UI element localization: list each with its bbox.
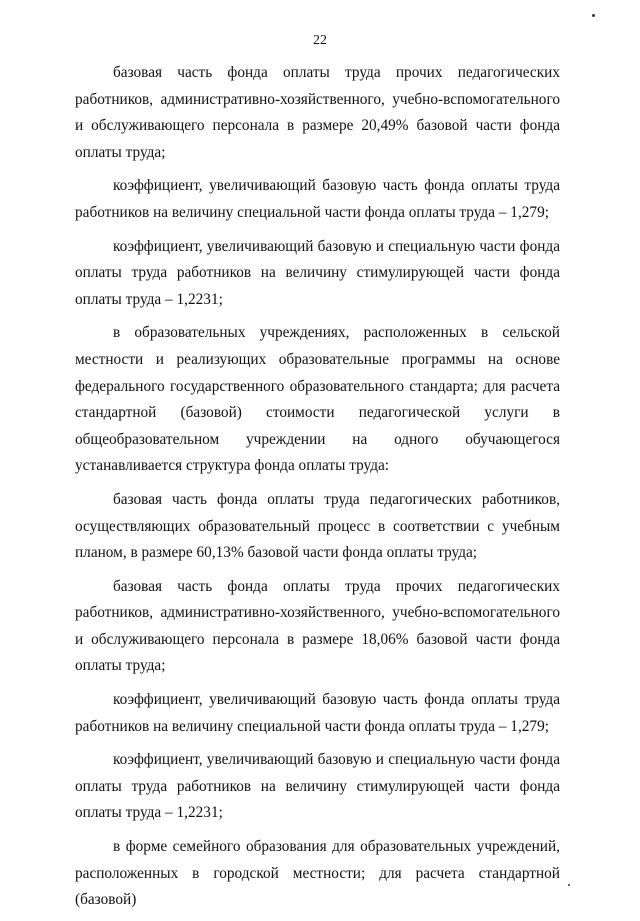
paragraph-9: в форме семейного образования для образовательных учреждений, расположенных в городской местности; для расчета стандартной (базовой)	[75, 838, 560, 909]
paragraph-4: в образовательных учреждениях, расположенных в сельской местности и реализующих образовательные программы на основе федерального государственного образовательного стандарта; для расчета стандартной (базовой) стоимости педагогической услуги в общеобразовательном учреждении на одного обучающегося устанавливается структура фонда оплаты труда:	[75, 324, 560, 475]
scan-speck	[592, 14, 595, 17]
paragraph-3: коэффициент, увеличивающий базовую и специальную части фонда оплаты труда работников на величину стимулирующей части фонда оплаты труда – 1,2231;	[75, 237, 560, 308]
page-number: 22	[313, 33, 327, 48]
paragraph-6: базовая часть фонда оплаты труда прочих педагогических работников, административно-хозяйственного, учебно-вспомогательного и обслуживающего персонала в размере 18,06% базовой части фонда оплаты труда;	[75, 577, 560, 675]
paragraph-8: коэффициент, увеличивающий базовую и специальную части фонда оплаты труда работников на величину стимулирующей части фонда оплаты труда – 1,2231;	[75, 751, 560, 822]
paragraph-5: базовая часть фонда оплаты труда педагогических работников, осуществляющих образовательный процесс в соответствии с учебным планом, в размере 60,13% базовой части фонда оплаты труда;	[75, 490, 560, 562]
scan-speck	[568, 884, 570, 886]
document-body	[75, 60, 560, 921]
paragraph-2: коэффициент, увеличивающий базовую часть фонда оплаты труда работников на величину специальной части фонда оплаты труда – 1,279;	[75, 177, 560, 221]
paragraph-7: коэффициент, увеличивающий базовую часть фонда оплаты труда работников на величину специальной части фонда оплаты труда – 1,279;	[75, 691, 560, 735]
paragraph-1: базовая часть фонда оплаты труда прочих педагогических работников, административно-хозяйственного, учебно-вспомогательного и обслуживающего персонала в размере 20,49% базовой части фонда оплаты труда;	[75, 64, 560, 161]
